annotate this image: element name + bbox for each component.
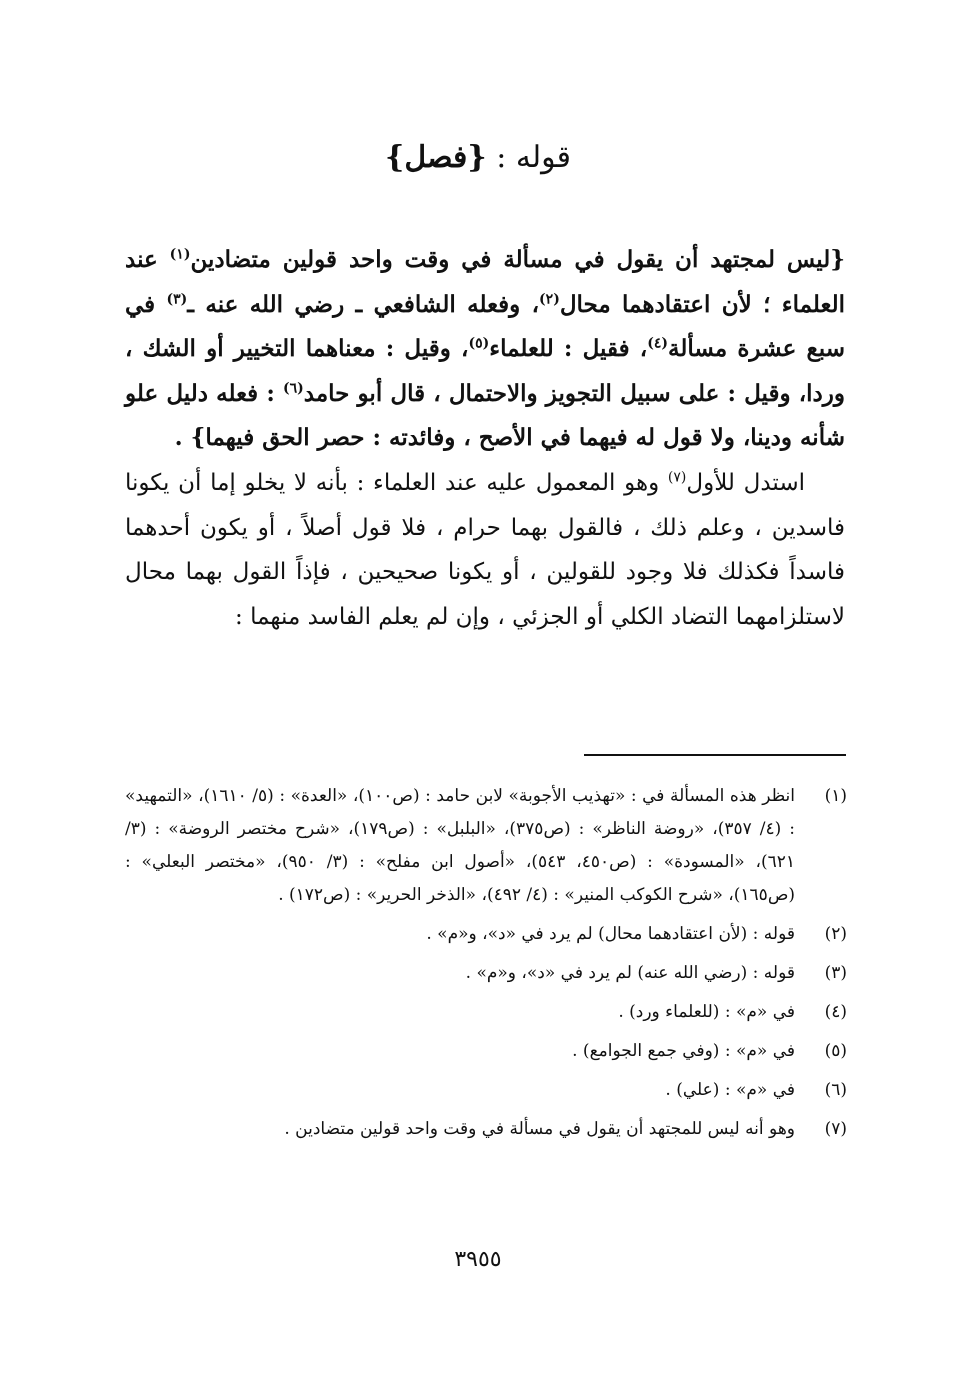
text-run: ، وقيل : معناهما التخيير أو الشك ، وردا، وقيل : على سبيل التجويز والاحتمال ، قال أبو حامد <box>125 335 845 407</box>
footnote-ref[interactable]: (٦) <box>282 380 304 397</box>
text-run: استدل للأول <box>686 469 806 496</box>
footnote-item <box>125 1035 847 1068</box>
footnotes <box>125 780 847 1152</box>
footnote-ref[interactable]: (٣) <box>166 290 188 307</box>
footnote-item <box>125 780 847 912</box>
text-run: {ليس لمجتهد أن يقول في مسألة في وقت واحد قولين متضادين <box>190 246 845 273</box>
page-number: ٣٩٥٥ <box>454 1247 502 1272</box>
footnote-number: (٣) <box>824 963 847 983</box>
footnote-divider <box>584 754 846 756</box>
footnote-item <box>125 996 847 1029</box>
body-text <box>125 238 845 639</box>
footnote-text: قوله : (رضي الله عنه) لم يرد في «د»، و«م» . <box>465 963 795 983</box>
footnote-item <box>125 1113 847 1146</box>
footnote-item <box>125 1074 847 1107</box>
footnote-text: في «م» : (وفي جمع الجوامع) . <box>572 1041 795 1061</box>
text-run: في سبع عشرة مسألة <box>125 290 845 363</box>
footnote-ref[interactable]: (١) <box>169 246 191 263</box>
footnote-text: وهو أنه ليس للمجتهد أن يقول في مسألة في وقت واحد قولين متضادين . <box>284 1119 795 1139</box>
heading-title: {فصل} <box>385 140 487 175</box>
section-heading <box>0 140 956 175</box>
footnote-ref[interactable]: (٤) <box>647 335 668 352</box>
footnote-text: قوله : (لأن اعتقادهما محال) لم يرد في «د»، و«م» . <box>426 924 795 944</box>
footnote-ref[interactable]: (٧) <box>667 469 687 486</box>
footnote-number: (٢) <box>824 924 847 944</box>
footnote-ref[interactable]: (٥) <box>468 335 490 352</box>
footnote-number: (٥) <box>824 1041 847 1061</box>
footnote-text: في «م» : (للعلماء ورد) . <box>618 1002 795 1022</box>
second-paragraph <box>125 461 845 639</box>
footnote-text: انظر هذه المسألة في : «تهذيب الأجوبة» لابن حامد : (ص١٠٠)، «العدة» : (٥/ ١٦١٠)، «التمهيد» : (٤/ ٣٥٧)، «روضة الناظر» : (ص٣٧٥)، «البلبل» : (ص١٧٩)، «شرح مختصر الروضة» : (٣/ ٦٢١)، «المسودة» : (ص٤٥٠، ٥٤٣)، «أصول ابن مفلح» : (٣/ ٩٥٠)، «مختصر البعلي» : (ص١٦٥)، «شرح الكوكب المنير» : (٤/ ٤٩٢)، «الذخر الحرير» : (ص١٧٢) . <box>125 786 796 905</box>
footnote-item <box>125 957 847 990</box>
footnote-number: (٧) <box>824 1119 847 1139</box>
footnote-ref[interactable]: (٢) <box>539 290 560 307</box>
text-run: ، وفعله الشافعي ـ رضي الله عنه ـ <box>187 290 540 318</box>
text-run: : فعله دليل علو شأنه ودينا، ولا قول له فيهما في الأصح ، وفائدته : حصر الحق فيهما} . <box>125 379 845 452</box>
footnote-number: (٦) <box>824 1080 847 1100</box>
main-paragraph <box>125 238 845 461</box>
text-run: ، فقيل : للعلماء <box>489 335 648 363</box>
heading-prefix: قوله : <box>486 140 571 175</box>
text-run: عند العلماء ؛ لأن اعتقادهما محال <box>125 246 845 318</box>
footnote-item <box>125 918 847 951</box>
footnote-number: (١) <box>824 786 847 806</box>
text-run: وهو المعمول عليه عند العلماء : بأنه لا يخلو إما أن يكونا فاسدين ، وعلم ذلك ، فالقول بهما حرام ، فلا قول أصلاً ، أو يكون أحدهما فاسداً فكذلك فلا وجود للقولين ، أو يكونا صحيحين ، فإذاً القول بهما محال لاستلزامهما التضاد الكلي أو الجزئي ، وإن لم يعلم الفاسد منهما : <box>125 469 845 630</box>
footnote-number: (٤) <box>824 1002 847 1022</box>
footnote-text: في «م» : (علي) . <box>665 1080 795 1100</box>
